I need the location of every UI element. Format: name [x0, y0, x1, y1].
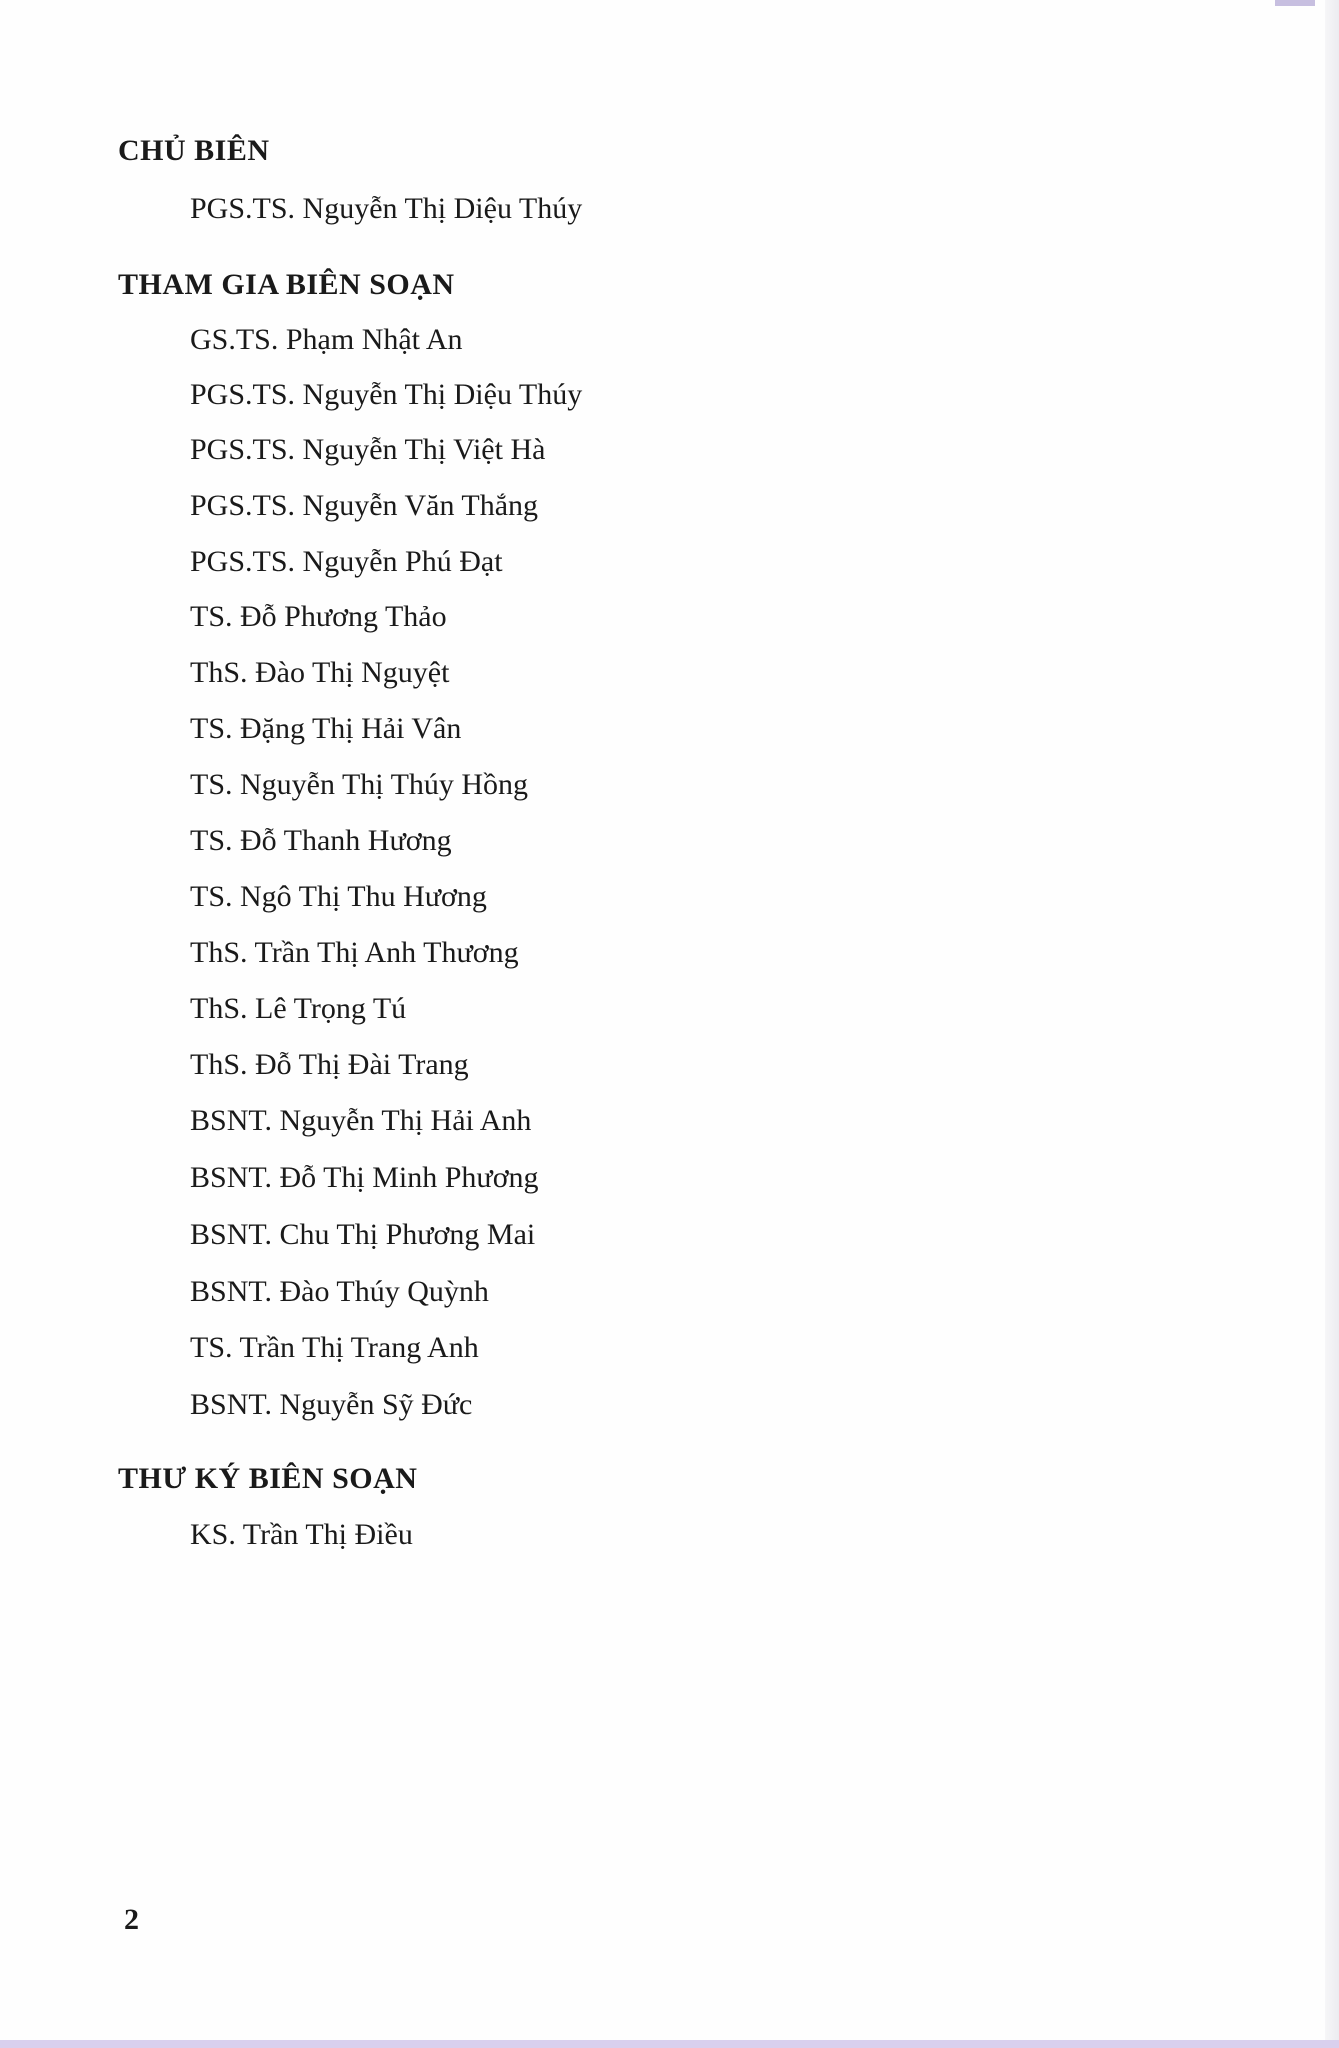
list-item: BSNT. Nguyễn Thị Hải Anh [190, 1104, 532, 1137]
list-item: ThS. Đỗ Thị Đài Trang [190, 1048, 469, 1081]
page-bottom-edge [0, 2040, 1339, 2048]
list-item: TS. Ngô Thị Thu Hương [190, 880, 487, 913]
secretary-heading: THƯ KÝ BIÊN SOẠN [118, 1462, 418, 1495]
editor-heading: CHỦ BIÊN [118, 134, 270, 167]
list-item: ThS. Trần Thị Anh Thương [190, 936, 519, 969]
list-item: PGS.TS. Nguyễn Văn Thắng [190, 489, 539, 522]
list-item: ThS. Lê Trọng Tú [190, 992, 407, 1025]
list-item: BSNT. Chu Thị Phương Mai [190, 1218, 536, 1251]
list-item: PGS.TS. Nguyễn Thị Việt Hà [190, 433, 546, 466]
list-item: TS. Đỗ Phương Thảo [190, 600, 447, 633]
list-item: TS. Đặng Thị Hải Vân [190, 712, 462, 745]
list-item: ThS. Đào Thị Nguyệt [190, 656, 450, 689]
list-item: TS. Nguyễn Thị Thúy Hồng [190, 768, 529, 801]
page-number: 2 [124, 1903, 139, 1936]
list-item: TS. Đỗ Thanh Hương [190, 824, 452, 857]
secretary-name: KS. Trần Thị Điều [190, 1518, 413, 1551]
list-item: BSNT. Đào Thúy Quỳnh [190, 1275, 489, 1308]
list-item: BSNT. Nguyễn Sỹ Đức [190, 1388, 473, 1421]
contributors-heading: THAM GIA BIÊN SOẠN [118, 268, 455, 301]
list-item: PGS.TS. Nguyễn Phú Đạt [190, 545, 503, 578]
list-item: GS.TS. Phạm Nhật An [190, 323, 463, 356]
list-item: TS. Trần Thị Trang Anh [190, 1331, 479, 1364]
editor-name: PGS.TS. Nguyễn Thị Diệu Thúy [190, 192, 583, 225]
list-item: BSNT. Đỗ Thị Minh Phương [190, 1161, 539, 1194]
list-item: PGS.TS. Nguyễn Thị Diệu Thúy [190, 378, 583, 411]
page-edge-shadow [1325, 0, 1339, 2048]
scan-corner-mark [1275, 0, 1315, 6]
